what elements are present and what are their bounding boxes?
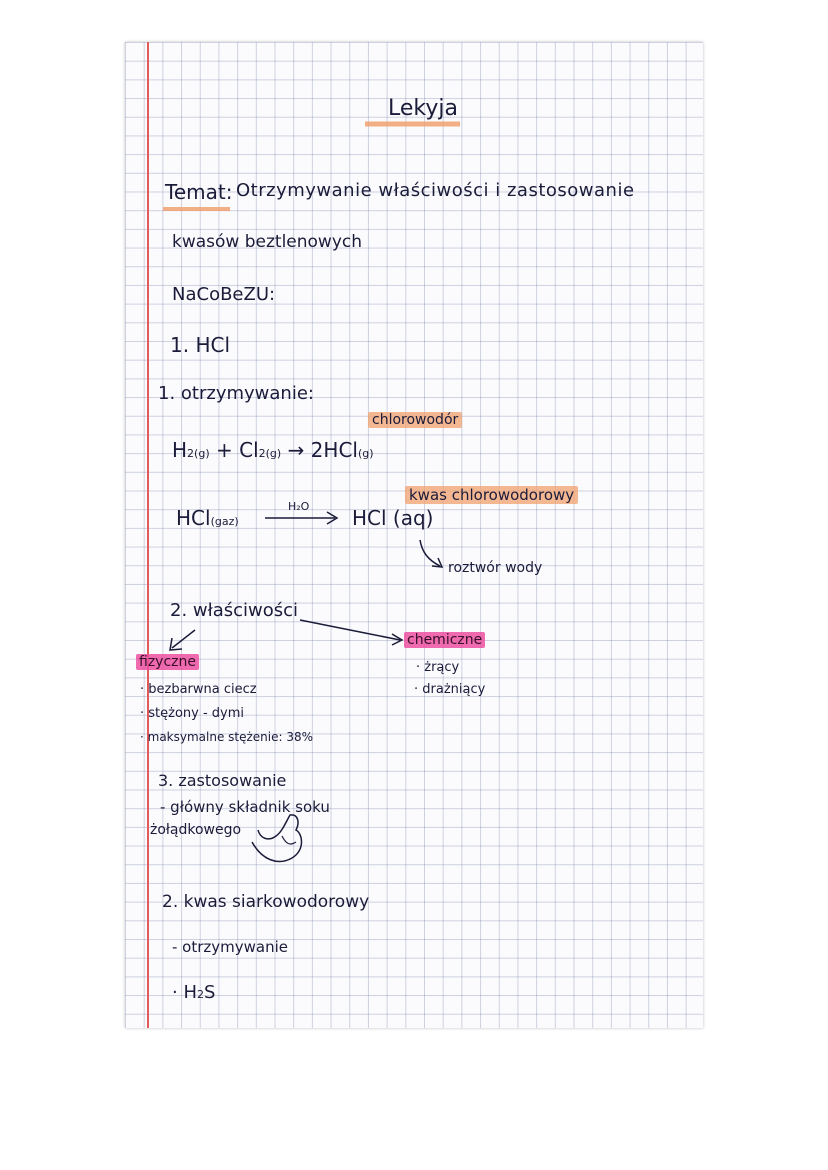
reaction1-h-sub: 2(g) <box>187 447 210 460</box>
topic-label: Temat: <box>165 180 233 204</box>
item-hcl: 1. HCl <box>170 333 230 357</box>
topic-line-1: Otrzymywanie właściwości i zastosowanie <box>236 180 635 201</box>
h2s-h: · H <box>172 982 197 1003</box>
item-h2s: 2. kwas siarkowodorowy <box>162 892 370 912</box>
chemical-item-1: · żrący <box>416 660 460 675</box>
reaction1-cl-sub: 2(g) <box>258 447 282 460</box>
physical-item-2: · stężony - dymi <box>140 706 245 721</box>
margin-line <box>147 42 149 1028</box>
properties-heading: 2. właściwości <box>170 600 299 621</box>
usage-line-2: żołądkowego <box>150 822 242 838</box>
annotation-kwas-chlorowodorowy: kwas chlorowodorowy <box>405 486 578 504</box>
reaction1-product: → 2HCl <box>287 438 358 462</box>
reaction-1 <box>172 438 374 462</box>
subsection-otrzymywanie: 1. otrzymywanie: <box>158 383 314 404</box>
reaction-2-reactant <box>176 506 239 530</box>
page-title: Lekyja <box>388 96 458 121</box>
usage-line-1: - główny składnik soku <box>160 798 330 816</box>
reaction2-cl: Cl <box>191 506 211 530</box>
physical-item-1: · bezbarwna ciecz <box>140 682 257 697</box>
section-heading: NaCoBeZU: <box>172 284 276 305</box>
reaction2-arrow-label: H₂O <box>288 500 310 513</box>
physical-label: fizyczne <box>136 654 199 670</box>
h2s-s: S <box>203 982 216 1003</box>
reaction1-product-sub: (g) <box>357 447 374 460</box>
reaction1-cl: + Cl <box>215 438 259 462</box>
reaction2-h: H <box>176 506 192 530</box>
h2s-sub: 2 <box>196 988 204 1001</box>
reaction2-note: roztwór wody <box>448 560 543 576</box>
physical-item-3: · maksymalne stężenie: 38% <box>140 730 314 744</box>
reaction2-state: (gaz) <box>210 515 239 528</box>
topic-line-2: kwasów beztlenowych <box>172 232 363 252</box>
chemical-item-2: · drażniący <box>414 682 486 697</box>
annotation-chlorowodor: chlorowodór <box>368 412 462 428</box>
reaction1-h: H <box>172 438 188 462</box>
h2s-otrzymywanie: - otrzymywanie <box>172 938 289 956</box>
h2s-formula <box>172 982 215 1003</box>
usage-heading: 3. zastosowanie <box>158 771 287 790</box>
chemical-label: chemiczne <box>404 632 485 648</box>
reaction2-product: HCl (aq) <box>352 506 434 530</box>
